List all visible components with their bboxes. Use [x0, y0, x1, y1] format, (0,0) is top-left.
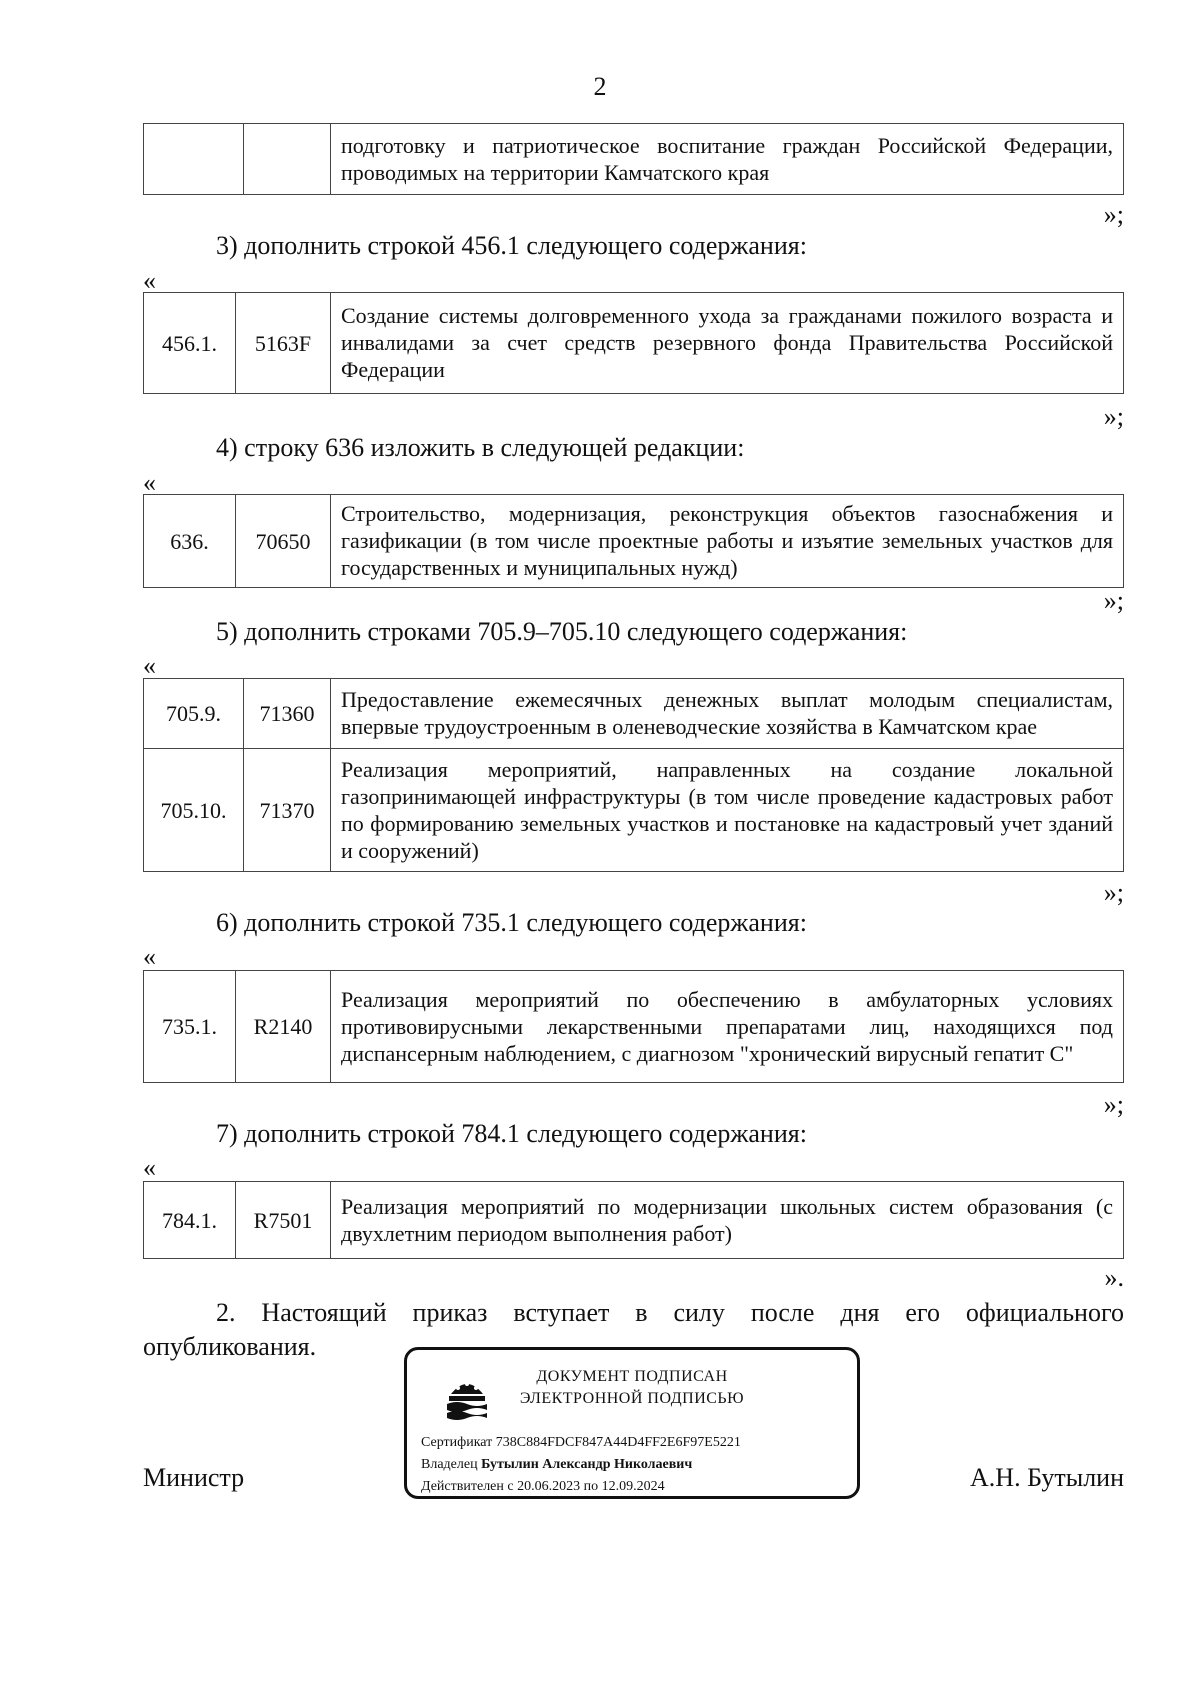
- opening-quote: «: [143, 1153, 156, 1182]
- owner-label: Владелец: [421, 1457, 478, 1472]
- section-instruction: 5) дополнить строками 705.9–705.10 следующего содержания:: [216, 617, 908, 646]
- electronic-signature-stamp: [404, 1347, 860, 1499]
- closing-quote-final: ».: [1104, 1263, 1124, 1292]
- row-number: 705.10.: [144, 749, 244, 872]
- stamp-owner: [421, 1456, 692, 1474]
- opening-quote: «: [143, 651, 156, 680]
- row-code: 5163F: [236, 293, 331, 394]
- table-636: [143, 494, 1124, 588]
- stamp-heading: [517, 1366, 747, 1410]
- closing-paragraph: 2. Настоящий приказ вступает в силу после дня его официального опубликования.: [143, 1298, 1124, 1361]
- section-instruction: 3) дополнить строкой 456.1 следующего содержания:: [216, 231, 807, 260]
- row-code: 71370: [244, 749, 331, 872]
- table-row: [144, 124, 1124, 195]
- table-705: [143, 678, 1124, 872]
- table-784-1: [143, 1181, 1124, 1259]
- row-description: Реализация мероприятий по обеспечению в амбулаторных условиях противовирусными лекарственными препаратами лиц, находящихся под диспансерным наблюдением, с диагнозом "хронический вирусный гепатит С": [331, 971, 1124, 1083]
- opening-quote: «: [143, 266, 156, 295]
- row-description: Предоставление ежемесячных денежных выплат молодым специалистам, впервые трудоустроенным в оленеводческие хозяйства в Камчатском крае: [331, 679, 1124, 749]
- row-description: Создание системы долговременного ухода за гражданами пожилого возраста и инвалидами за счет средств резервного фонда Правительства Российской Федерации: [331, 293, 1124, 394]
- closing-quote: »;: [1103, 586, 1124, 615]
- valid-label: Действителен с: [421, 1479, 514, 1494]
- page-number: 2: [593, 72, 607, 101]
- table-row: [144, 293, 1124, 394]
- row-number: 784.1.: [144, 1182, 236, 1259]
- certificate-label: Сертификат: [421, 1435, 493, 1450]
- certificate-value: 738C884FDCF847A44D4FF2E6F97E5221: [495, 1435, 741, 1450]
- stamp-certificate: [421, 1434, 741, 1452]
- table-row: [144, 971, 1124, 1083]
- section-instruction: 6) дополнить строкой 735.1 следующего содержания:: [216, 908, 807, 937]
- row-description: Строительство, модернизация, реконструкция объектов газоснабжения и газификации (в том числе проектные работы и изъятие земельных участков для государственных и муниципальных нужд): [331, 495, 1124, 588]
- row-code: 71360: [244, 679, 331, 749]
- valid-from: 20.06.2023: [517, 1479, 581, 1494]
- row-number: 705.9.: [144, 679, 244, 749]
- row-number: 636.: [144, 495, 236, 588]
- table-continuation: [143, 123, 1124, 195]
- row-code: R2140: [236, 971, 331, 1083]
- table-735-1: [143, 970, 1124, 1083]
- row-code: 70650: [236, 495, 331, 588]
- row-number: 735.1.: [144, 971, 236, 1083]
- table-row: [144, 679, 1124, 749]
- closing-quote: »;: [1103, 402, 1124, 431]
- row-description: Реализация мероприятий, направленных на создание локальной газопринимающей инфраструктуры (в том числе проведение кадастровых работ по формированию земельных участков и постановке на кадастровый учет зданий и сооружений): [331, 749, 1124, 872]
- table-row: [144, 749, 1124, 872]
- closing-quote: »;: [1103, 878, 1124, 907]
- stamp-heading-line: ДОКУМЕНТ ПОДПИСАН: [536, 1368, 728, 1385]
- row-description: подготовку и патриотическое воспитание граждан Российской Федерации, проводимых на территории Камчатского края: [331, 124, 1124, 195]
- valid-to: 12.09.2024: [601, 1479, 665, 1494]
- emblem-icon: [443, 1370, 491, 1422]
- valid-to-label: по: [583, 1479, 599, 1494]
- row-description: Реализация мероприятий по модернизации школьных систем образования (с двухлетним периодом выполнения работ): [331, 1182, 1124, 1259]
- owner-value: Бутылин Александр Николаевич: [481, 1457, 693, 1472]
- row-code: [244, 124, 331, 195]
- stamp-validity: [421, 1478, 665, 1496]
- row-code: R7501: [236, 1182, 331, 1259]
- section-instruction: 4) строку 636 изложить в следующей редакции:: [216, 433, 745, 462]
- table-row: [144, 1182, 1124, 1259]
- closing-quote: »;: [1103, 200, 1124, 229]
- table-456-1: [143, 292, 1124, 394]
- closing-quote: »;: [1103, 1090, 1124, 1119]
- table-row: [144, 495, 1124, 588]
- section-instruction: 7) дополнить строкой 784.1 следующего содержания:: [216, 1119, 807, 1148]
- signer-name: А.Н. Бутылин: [970, 1463, 1124, 1492]
- row-number: 456.1.: [144, 293, 236, 394]
- opening-quote: «: [143, 468, 156, 497]
- signer-title: Министр: [143, 1463, 245, 1492]
- opening-quote: «: [143, 942, 156, 971]
- stamp-heading-line: ЭЛЕКТРОННОЙ ПОДПИСЬЮ: [519, 1390, 745, 1407]
- row-number: [144, 124, 244, 195]
